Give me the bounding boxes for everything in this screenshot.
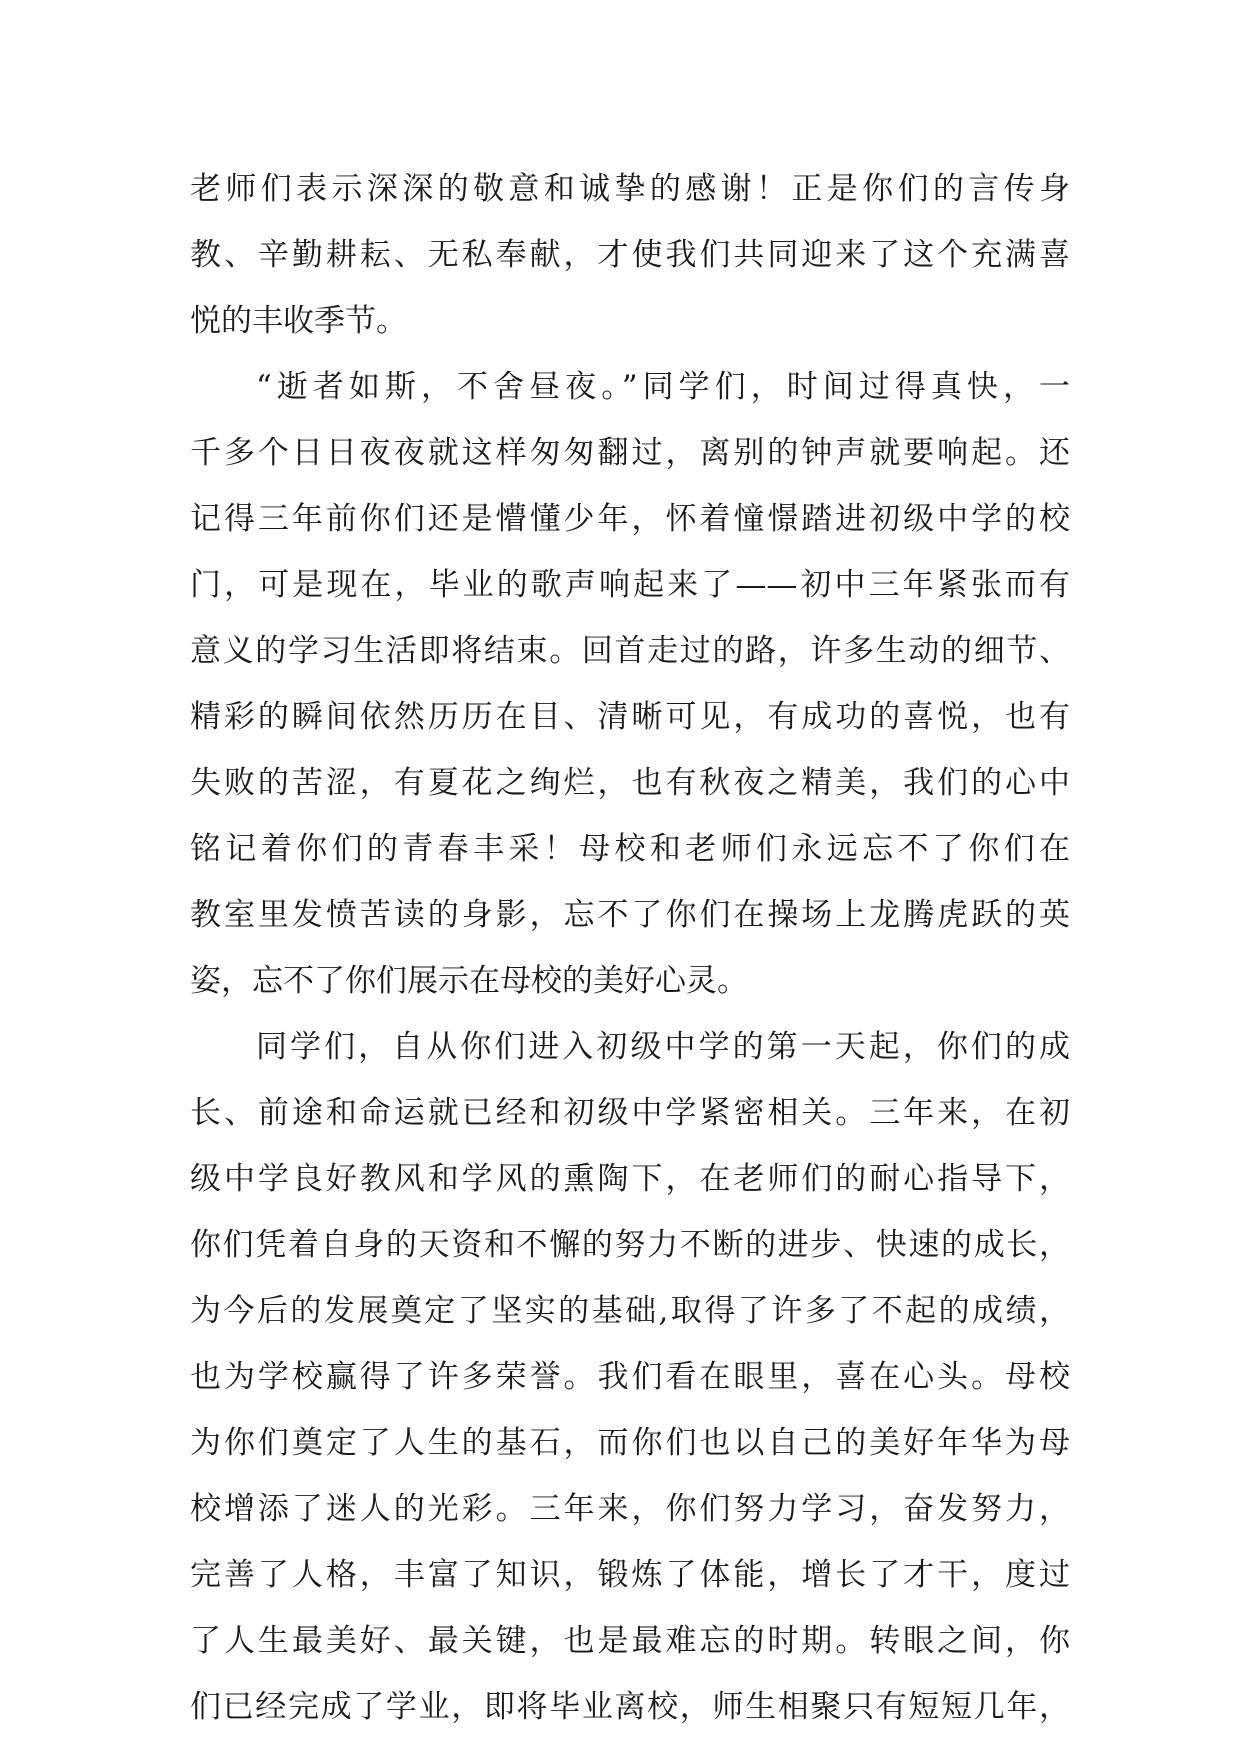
text-line: 千多个日日夜夜就这样匆匆翻过，离别的钟声就要响起。还	[190, 435, 1070, 471]
text-line: 也为学校赢得了许多荣誉。我们看在眼里，喜在心头。母校	[190, 1359, 1070, 1395]
text-line: 级中学良好教风和学风的熏陶下，在老师们的耐心指导下，	[190, 1161, 1070, 1197]
body-text	[190, 156, 1070, 1740]
text-line: 老师们表示深深的敬意和诚挚的感谢！正是你们的言传身	[190, 171, 1070, 207]
text-line: 了人生最美好、最关键，也是最难忘的时期。转眼之间，你	[190, 1623, 1070, 1659]
text-line: 为你们奠定了人生的基石，而你们也以自己的美好年华为母	[190, 1425, 1070, 1461]
text-line: “逝者如斯，不舍昼夜。”同学们，时间过得真快，一	[256, 369, 1070, 405]
text-line: 为今后的发展奠定了坚实的基础,取得了许多了不起的成绩，	[190, 1293, 1070, 1329]
text-line: 姿，忘不了你们展示在母校的美好心灵。	[190, 963, 748, 999]
text-line: 悦的丰收季节。	[190, 303, 407, 339]
text-line: 门，可是现在，毕业的歌声响起来了——初中三年紧张而有	[190, 567, 1070, 603]
paragraph-3	[190, 1014, 1070, 1740]
text-line: 意义的学习生活即将结束。回首走过的路，许多生动的细节、	[190, 633, 1070, 669]
text-line: 教室里发愤苦读的身影，忘不了你们在操场上龙腾虎跃的英	[190, 897, 1070, 933]
text-line: 们已经完成了学业，即将毕业离校，师生相聚只有短短几年，	[190, 1689, 1070, 1725]
text-line: 你们凭着自身的天资和不懈的努力不断的进步、快速的成长，	[190, 1227, 1070, 1263]
text-line: 记得三年前你们还是懵懂少年，怀着憧憬踏进初级中学的校	[190, 501, 1070, 537]
text-line: 同学们，自从你们进入初级中学的第一天起，你们的成	[256, 1029, 1070, 1065]
paragraph-1	[190, 156, 1070, 354]
text-line: 长、前途和命运就已经和初级中学紧密相关。三年来，在初	[190, 1095, 1070, 1131]
text-line: 校增添了迷人的光彩。三年来，你们努力学习，奋发努力，	[190, 1491, 1070, 1527]
text-line: 失败的苦涩，有夏花之绚烂，也有秋夜之精美，我们的心中	[190, 765, 1070, 801]
text-line: 精彩的瞬间依然历历在目、清晰可见，有成功的喜悦，也有	[190, 699, 1070, 735]
text-line: 完善了人格，丰富了知识，锻炼了体能，增长了才干，度过	[190, 1557, 1070, 1593]
text-line: 教、辛勤耕耘、无私奉献，才使我们共同迎来了这个充满喜	[190, 237, 1070, 273]
text-line: 铭记着你们的青春丰采！母校和老师们永远忘不了你们在	[190, 831, 1070, 867]
paragraph-2	[190, 354, 1070, 1014]
